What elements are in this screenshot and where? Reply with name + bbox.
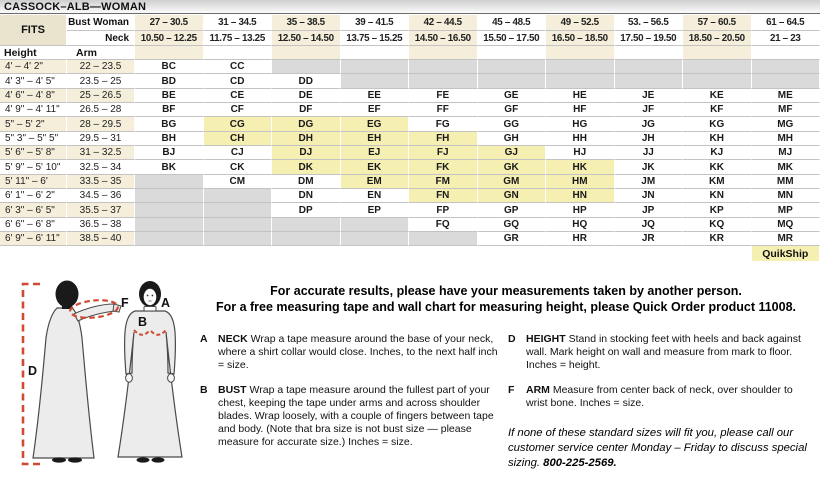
figure-label-neck: A (161, 296, 171, 310)
neck-range-cell: 17.50 – 19.50 (615, 31, 684, 46)
instruction-term: NECK (218, 333, 248, 345)
extended-arm (74, 304, 116, 321)
instruction-term: BUST (218, 384, 247, 396)
size-code-cell: JR (615, 232, 684, 246)
size-code-cell: JE (615, 89, 684, 103)
column-stripe-cell (752, 46, 820, 60)
size-code-cell (204, 203, 273, 217)
arm-range-cell: 33.5 – 35 (67, 175, 135, 189)
size-code-cell: JQ (615, 218, 684, 232)
figure-label-bust: B (138, 315, 148, 329)
size-code-cell: DD (272, 74, 341, 88)
arm-range-cell: 25 – 26.5 (67, 89, 135, 103)
size-code-cell: JM (615, 175, 684, 189)
special-sizing-note (508, 426, 816, 471)
size-code-cell (478, 74, 547, 88)
size-code-cell: HP (546, 203, 615, 217)
bust-range-cell: 57 – 60.5 (683, 15, 752, 31)
size-code-cell (341, 74, 410, 88)
size-code-cell: FG (409, 117, 478, 131)
size-code-cell: JK (615, 160, 684, 174)
bust-range-cell: 42 – 44.5 (409, 15, 478, 31)
chart-title: CASSOCK–ALB—WOMAN (4, 0, 147, 13)
instruction-term: ARM (526, 384, 550, 396)
neck-range-cell: 14.50 – 16.50 (409, 31, 478, 46)
hand (168, 374, 175, 382)
eye (147, 295, 149, 297)
size-code-cell: KG (683, 117, 752, 131)
size-code-cell: EM (341, 175, 410, 189)
size-code-cell (204, 218, 273, 232)
height-range-cell: 5' 6" – 5' 8" (0, 146, 67, 160)
size-code-cell: MR (752, 232, 820, 246)
size-code-cell: CC (204, 60, 273, 74)
bust-row-label: Bust Woman (67, 15, 135, 31)
size-code-cell: CM (204, 175, 273, 189)
quikship-badge: QuikShip (752, 246, 820, 261)
size-code-cell: EE (341, 89, 410, 103)
size-code-cell: BD (135, 74, 204, 88)
size-code-cell: HE (546, 89, 615, 103)
column-stripe-cell (341, 46, 410, 60)
neck-range-cell: 11.75 – 13.25 (204, 31, 273, 46)
height-range-cell: 5' 9" – 5' 10" (0, 160, 67, 174)
size-code-cell: FJ (409, 146, 478, 160)
height-col-label: Height (0, 46, 67, 60)
size-code-cell: BF (135, 103, 204, 117)
bust-range-cell: 49 – 52.5 (546, 15, 615, 31)
height-range-cell: 6' 6" – 6' 8" (0, 218, 67, 232)
fits-cell: FITS (0, 15, 67, 46)
size-code-cell: FN (409, 189, 478, 203)
column-stripe-cell (135, 46, 204, 60)
size-code-cell: KF (683, 103, 752, 117)
size-code-cell: MM (752, 175, 820, 189)
size-code-cell: MK (752, 160, 820, 174)
size-code-cell: CE (204, 89, 273, 103)
size-code-cell: MQ (752, 218, 820, 232)
size-code-cell: JP (615, 203, 684, 217)
size-code-cell (615, 74, 684, 88)
size-code-cell: GQ (478, 218, 547, 232)
size-code-cell: KN (683, 189, 752, 203)
column-stripe-cell (615, 46, 684, 60)
size-code-cell (546, 60, 615, 74)
arm-range-cell: 28 – 29.5 (67, 117, 135, 131)
size-code-cell: EJ (341, 146, 410, 160)
figure-back-view (33, 281, 121, 463)
instructions-column-left (200, 333, 502, 461)
hand (126, 374, 133, 382)
foot (52, 457, 66, 462)
size-code-cell (478, 60, 547, 74)
arm-range-cell: 34.5 – 36 (67, 189, 135, 203)
size-code-cell: FP (409, 203, 478, 217)
instruction-height (508, 333, 816, 372)
size-code-cell (752, 60, 820, 74)
bust-range-cell: 61 – 64.5 (752, 15, 820, 31)
size-code-cell: EG (341, 117, 410, 131)
arm-range-cell: 36.5 – 38 (67, 218, 135, 232)
size-code-cell (135, 218, 204, 232)
size-code-cell: HJ (546, 146, 615, 160)
instruction-letter: D (508, 333, 516, 345)
special-sizing-text: If none of these standard sizes will fit you, please call our customer service center Monday – Friday to discuss special sizing. (508, 427, 807, 469)
neck-range-cell: 21 – 23 (752, 31, 820, 46)
size-code-cell: DM (272, 175, 341, 189)
size-code-cell: EN (341, 189, 410, 203)
size-code-cell (615, 60, 684, 74)
size-code-cell: GE (478, 89, 547, 103)
size-code-cell: DF (272, 103, 341, 117)
measurement-figure-illustration (4, 280, 198, 482)
height-range-cell: 4' – 4' 2" (0, 60, 67, 74)
neck-range-cell: 18.50 – 20.50 (683, 31, 752, 46)
instruction-text: Wrap a tape measure around the fullest part of your chest, keeping the tape under arms and across shoulder blades. Wrap loosely, with a couple of fingers between tape and body. (Note that bra size is not bust size — please measure for accurate size.) Inches = size. (218, 384, 494, 448)
size-code-cell (683, 74, 752, 88)
size-code-cell (409, 74, 478, 88)
arm-range-cell: 23.5 – 25 (67, 74, 135, 88)
size-code-cell (341, 218, 410, 232)
size-code-cell (409, 60, 478, 74)
figure-label-height: D (28, 364, 38, 378)
bust-range-cell: 27 – 30.5 (135, 15, 204, 31)
size-code-cell: HF (546, 103, 615, 117)
size-code-cell: DP (272, 203, 341, 217)
column-stripe-cell (683, 46, 752, 60)
height-range-cell: 4' 9" – 4' 11" (0, 103, 67, 117)
size-code-cell: JG (615, 117, 684, 131)
collar (144, 307, 156, 312)
size-code-cell: HH (546, 132, 615, 146)
size-code-cell: FQ (409, 218, 478, 232)
size-code-cell: FK (409, 160, 478, 174)
arm-col-label: Arm (67, 46, 135, 60)
bust-range-cell: 31 – 34.5 (204, 15, 273, 31)
instruction-bust (200, 384, 502, 449)
neck-row-label: Neck (67, 31, 135, 46)
size-code-cell: BE (135, 89, 204, 103)
figure-svg (4, 280, 198, 482)
size-code-cell: GJ (478, 146, 547, 160)
height-range-cell: 4' 6" – 4' 8" (0, 89, 67, 103)
size-code-cell: GN (478, 189, 547, 203)
column-stripe-cell (478, 46, 547, 60)
size-code-cell: JJ (615, 146, 684, 160)
size-code-cell: MF (752, 103, 820, 117)
phone-number: 800-225-2569. (543, 457, 617, 469)
size-code-cell: CK (204, 160, 273, 174)
size-code-cell: EK (341, 160, 410, 174)
size-code-cell (683, 60, 752, 74)
height-range-cell: 4' 3" – 4' 5" (0, 74, 67, 88)
size-code-cell (409, 232, 478, 246)
size-code-cell: CJ (204, 146, 273, 160)
size-code-cell (752, 74, 820, 88)
size-code-cell: BC (135, 60, 204, 74)
size-code-cell: GP (478, 203, 547, 217)
notice-line-2: For a free measuring tape and wall chart for measuring height, please Quick Order product 11008. (215, 299, 797, 314)
size-code-cell: DK (272, 160, 341, 174)
bust-range-cell: 35 – 38.5 (272, 15, 341, 31)
size-code-cell: GM (478, 175, 547, 189)
size-code-cell: FF (409, 103, 478, 117)
column-stripe-cell (204, 46, 273, 60)
instruction-letter: B (200, 384, 208, 396)
arm-range-cell: 32.5 – 34 (67, 160, 135, 174)
size-code-cell (341, 60, 410, 74)
size-code-cell: DE (272, 89, 341, 103)
size-code-cell: HM (546, 175, 615, 189)
size-code-cell: FM (409, 175, 478, 189)
arm-range-cell: 29.5 – 31 (67, 132, 135, 146)
height-range-cell: 5" – 5' 2" (0, 117, 67, 131)
size-code-cell: MJ (752, 146, 820, 160)
size-code-cell: DH (272, 132, 341, 146)
size-code-cell: CH (204, 132, 273, 146)
size-code-cell: MH (752, 132, 820, 146)
neck-range-cell: 12.50 – 14.50 (272, 31, 341, 46)
height-range-cell: 6' 9" – 6' 11" (0, 232, 67, 246)
size-code-cell: GR (478, 232, 547, 246)
instructions-column-right (508, 333, 816, 471)
size-code-cell: GF (478, 103, 547, 117)
size-code-cell (204, 189, 273, 203)
size-code-cell (135, 189, 204, 203)
size-code-cell: KQ (683, 218, 752, 232)
size-code-cell (546, 74, 615, 88)
figure-label-arm: F (121, 296, 129, 310)
size-code-cell: DN (272, 189, 341, 203)
size-code-cell: DJ (272, 146, 341, 160)
size-code-cell: KJ (683, 146, 752, 160)
arm-range-cell: 26.5 – 28 (67, 103, 135, 117)
size-code-cell: BK (135, 160, 204, 174)
bust-range-cell: 45 – 48.5 (478, 15, 547, 31)
size-code-cell: GK (478, 160, 547, 174)
size-code-cell: JN (615, 189, 684, 203)
size-code-cell: MP (752, 203, 820, 217)
size-code-cell: BJ (135, 146, 204, 160)
instruction-arm (508, 384, 816, 410)
size-code-cell: HR (546, 232, 615, 246)
size-code-cell: JF (615, 103, 684, 117)
bust-range-cell: 53. – 56.5 (615, 15, 684, 31)
size-code-cell: BG (135, 117, 204, 131)
size-code-cell: FH (409, 132, 478, 146)
foot (152, 457, 165, 462)
neck-range-cell: 16.50 – 18.50 (546, 31, 615, 46)
size-code-cell: GG (478, 117, 547, 131)
size-code-cell (272, 232, 341, 246)
arm-range-cell: 35.5 – 37 (67, 203, 135, 217)
size-code-cell: HN (546, 189, 615, 203)
size-code-cell: MG (752, 117, 820, 131)
instruction-letter: A (200, 333, 208, 345)
size-code-cell: KH (683, 132, 752, 146)
instruction-neck (200, 333, 502, 372)
size-code-cell (135, 203, 204, 217)
size-code-cell: HK (546, 160, 615, 174)
size-code-cell: FE (409, 89, 478, 103)
size-code-cell (272, 60, 341, 74)
foot (68, 457, 82, 462)
height-range-cell: 5" 3" – 5" 5" (0, 132, 67, 146)
instruction-text: Wrap a tape measure around the base of your neck, where a shirt collar would close. Inches, to the next half inch = size. (218, 333, 498, 371)
eye (152, 295, 154, 297)
instruction-text: Measure from center back of neck, over shoulder to wrist bone. Inches = size. (526, 384, 793, 409)
size-code-cell: KM (683, 175, 752, 189)
size-code-cell: KP (683, 203, 752, 217)
height-range-cell: 5' 11" – 6' (0, 175, 67, 189)
bust-range-cell: 39 – 41.5 (341, 15, 410, 31)
size-code-cell: KE (683, 89, 752, 103)
arm-range-cell: 31 – 32.5 (67, 146, 135, 160)
size-code-cell: KK (683, 160, 752, 174)
column-stripe-cell (272, 46, 341, 60)
arm-range-cell: 22 – 23.5 (67, 60, 135, 74)
size-table (0, 15, 820, 261)
height-range-cell: 6' 3" – 6' 5" (0, 203, 67, 217)
size-code-cell: CG (204, 117, 273, 131)
neck-range-cell: 15.50 – 17.50 (478, 31, 547, 46)
size-code-cell: CD (204, 74, 273, 88)
neck-range-cell: 13.75 – 15.25 (341, 31, 410, 46)
face (144, 289, 157, 305)
size-code-cell: CF (204, 103, 273, 117)
size-code-cell: HG (546, 117, 615, 131)
size-code-cell: GH (478, 132, 547, 146)
size-code-cell (135, 175, 204, 189)
instruction-text: Stand in stocking feet with heels and back against wall. Mark height on wall and measure from mark to floor. Inches = height. (526, 333, 801, 371)
notice-line-1: For accurate results, please have your measurements taken by another person. (270, 284, 742, 298)
size-code-cell: BH (135, 132, 204, 146)
size-code-cell: EF (341, 103, 410, 117)
height-range-cell: 6' 1" – 6' 2" (0, 189, 67, 203)
size-code-cell (135, 232, 204, 246)
size-code-cell: EH (341, 132, 410, 146)
size-code-cell: DG (272, 117, 341, 131)
size-code-cell (272, 218, 341, 232)
size-code-cell: MN (752, 189, 820, 203)
arm-range-cell: 38.5 – 40 (67, 232, 135, 246)
size-code-cell (204, 232, 273, 246)
instruction-letter: F (508, 384, 515, 396)
column-stripe-cell (546, 46, 615, 60)
size-code-cell: KR (683, 232, 752, 246)
foot (137, 457, 150, 462)
measurement-notice (195, 284, 817, 315)
chart-title-bar (0, 0, 820, 14)
size-code-cell: JH (615, 132, 684, 146)
size-code-cell: ME (752, 89, 820, 103)
size-code-cell: EP (341, 203, 410, 217)
instruction-term: HEIGHT (526, 333, 566, 345)
size-code-cell (341, 232, 410, 246)
neck-range-cell: 10.50 – 12.25 (135, 31, 204, 46)
column-stripe-cell (409, 46, 478, 60)
size-code-cell: HQ (546, 218, 615, 232)
